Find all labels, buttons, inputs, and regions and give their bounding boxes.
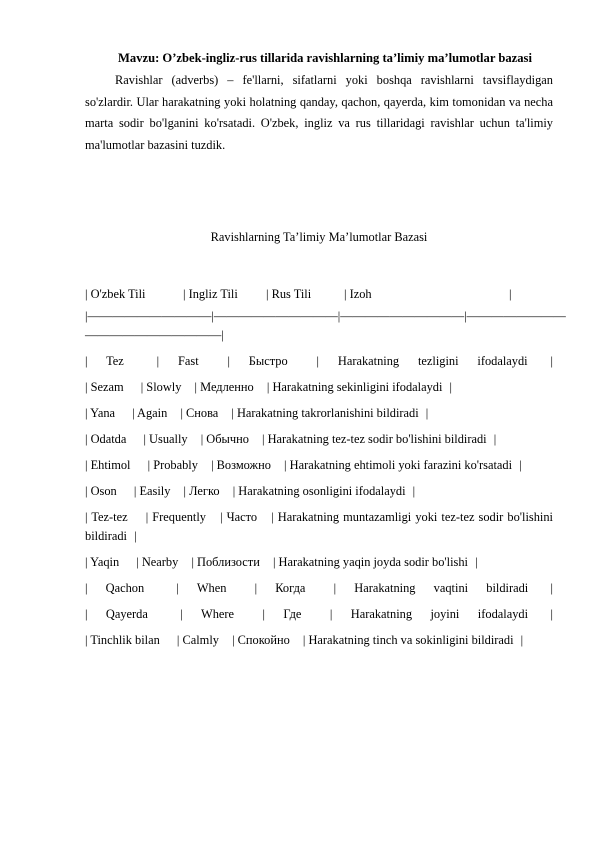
cell-uzbek: | Tez	[85, 354, 124, 368]
cell-russian: | Легко	[183, 484, 220, 498]
header-russian: | Rus Tili	[266, 287, 312, 301]
cell-end: |	[519, 458, 522, 472]
cell-end: |	[134, 529, 137, 543]
table-row	[85, 508, 553, 546]
cell-end: |	[449, 380, 453, 394]
cell-note: | Harakatning sekinligini ifodalaydi	[266, 380, 443, 394]
separator-line-2: ———————————|	[85, 328, 224, 342]
cell-note: | Harakatning tezligini ifodalaydi	[316, 354, 528, 368]
cell-note: | Harakatning osonligini ifodalaydi	[232, 484, 406, 498]
cell-note: | Harakatning tez-tez sodir bo'lishini bildiradi	[262, 432, 487, 446]
cell-end: |	[493, 432, 497, 446]
table-separator-continued	[85, 326, 553, 345]
cell-uzbek: | Sezam	[85, 380, 124, 394]
table-row	[85, 456, 553, 475]
cell-russian: | Медленно	[194, 380, 254, 394]
cell-russian: | Снова	[180, 406, 219, 420]
cell-end: |	[425, 406, 429, 420]
intro-paragraph: Ravishlar (adverbs) – fe'llarni, sifatlarni yoki boshqa ravishlarni tavsiflaydigan so'zlardir. Ular harakatning yoki holatning qanday, qachon, qayerda, kim tomonidan va necha marta sodir bo'lganini ko'rsatadi. O'zbek, ingliz va rus tillaridagi ravishlar uchun ta'limiy ma'lumotlar bazasini tuzdik.	[85, 73, 553, 152]
table-row	[85, 404, 553, 423]
cell-russian: | Поблизости	[191, 555, 260, 569]
adverbs-table	[85, 285, 566, 650]
cell-uzbek: | Tinchlik bilan	[85, 633, 160, 647]
cell-end: |	[550, 354, 553, 368]
table-body	[85, 352, 553, 650]
table-row	[85, 605, 553, 624]
cell-uzbek: | Yaqin	[85, 555, 120, 569]
cell-note: | Harakatning yaqin joyda sodir bo'lishi	[272, 555, 468, 569]
separator-line-1: |——————————|——————————|——————————|————————	[85, 309, 566, 323]
cell-english: | Fast	[156, 354, 199, 368]
cell-russian: | Где	[262, 607, 302, 621]
cell-russian: | Быстро	[227, 354, 288, 368]
cell-english: | Slowly	[140, 380, 182, 394]
cell-end: |	[550, 581, 553, 595]
cell-note: | Harakatning vaqtini bildiradi	[333, 581, 529, 595]
cell-english: | Calmly	[176, 633, 219, 647]
cell-uzbek: | Qayerda	[85, 607, 148, 621]
cell-english: | Usually	[143, 432, 188, 446]
cell-russian: | Спокойно	[232, 633, 290, 647]
cell-english: | Nearby	[136, 555, 179, 569]
cell-russian: | Возможно	[211, 458, 271, 472]
cell-end: |	[475, 555, 478, 569]
cell-english: | Probably	[147, 458, 198, 472]
table-row	[85, 378, 553, 397]
cell-english: | Easily	[133, 484, 171, 498]
cell-english: | Again	[132, 406, 168, 420]
header-end: |	[509, 287, 512, 301]
table-separator	[85, 307, 566, 326]
table-row	[85, 553, 553, 572]
table-row	[85, 482, 553, 501]
cell-english: | Frequently	[145, 510, 206, 524]
cell-end: |	[520, 633, 524, 647]
table-title: Ravishlarning Ta’limiy Ma’lumotlar Bazasi	[210, 230, 428, 244]
document-title: Mavzu: O’zbek-ingliz-rus tillarida ravishlarning ta’limiy ma’lumotlar bazasi	[118, 51, 532, 65]
table-row	[85, 579, 553, 598]
cell-uzbek: | Tez-tez	[85, 510, 128, 524]
cell-uzbek: | Odatda	[85, 432, 127, 446]
header-note: | Izoh	[344, 287, 372, 301]
cell-note: | Harakatning muntazamligi yoki tez-tez sodir bo'lishini bildiradi	[85, 510, 553, 543]
cell-note: | Harakatning takrorlanishini bildiradi	[231, 406, 419, 420]
cell-uzbek: | Oson	[85, 484, 117, 498]
table-row	[85, 352, 553, 371]
cell-note: | Harakatning tinch va sokinligini bildiradi	[302, 633, 514, 647]
header-english: | Ingliz Tili	[183, 287, 238, 301]
cell-end: |	[550, 607, 553, 621]
cell-note: | Harakatning joyini ifodalaydi	[329, 607, 529, 621]
cell-russian: | Когда	[254, 581, 306, 595]
cell-russian: | Обычно	[200, 432, 249, 446]
table-row	[85, 631, 553, 650]
cell-english: | When	[176, 581, 227, 595]
cell-english: | Where	[180, 607, 235, 621]
cell-note: | Harakatning ehtimoli yoki farazini ko'rsatadi	[284, 458, 513, 472]
header-uzbek: | O'zbek Tili	[85, 287, 146, 301]
cell-uzbek: | Ehtimol	[85, 458, 131, 472]
table-header-row	[85, 285, 553, 304]
cell-end: |	[412, 484, 416, 498]
table-row	[85, 430, 553, 449]
cell-uzbek: | Yana	[85, 406, 116, 420]
cell-russian: | Часто	[220, 510, 258, 524]
cell-uzbek: | Qachon	[85, 581, 145, 595]
